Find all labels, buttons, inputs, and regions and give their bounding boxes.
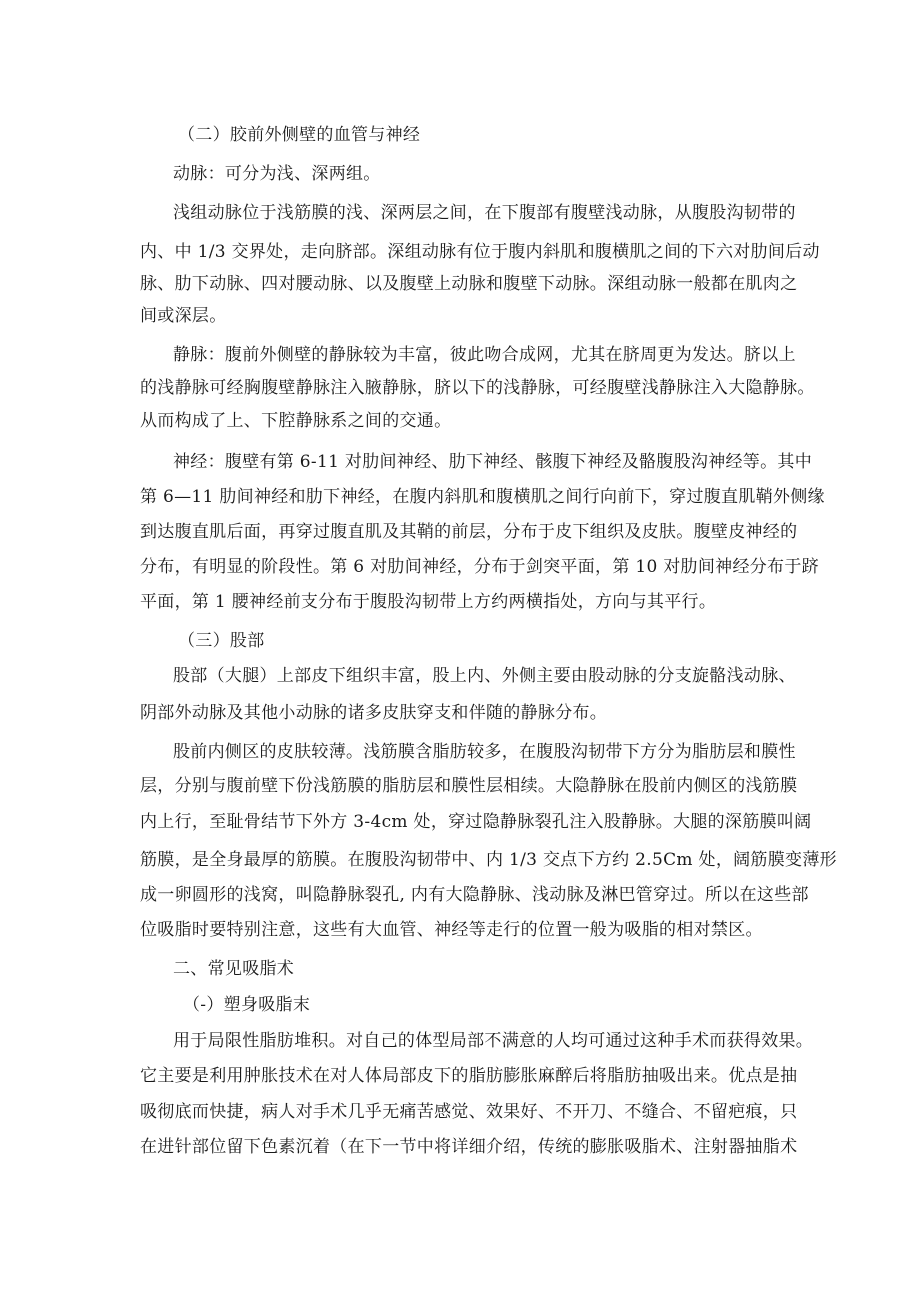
thigh-para1-line: 阴部外动脉及其他小动脉的诸多皮肤穿支和伴随的静脉分布。 xyxy=(140,703,608,723)
thigh-para2-line: 筋膜，是全身最厚的筋膜。在腹股沟韧带中、内 1/3 交点下方约 2.5Cm 处，阔筋膜变薄形 xyxy=(140,850,837,870)
nerves-line: 分布，有明显的阶段性。第 6 对肋间神经，分布于剑突平面，第 10 对肋间神经分布于跻 xyxy=(140,557,819,577)
veins-line: 的浅静脉可经胸腹壁静脉注入腋静脉，脐以下的浅静脉，可经腹壁浅静脉注入大隐静脉。 xyxy=(140,378,815,398)
nerves-line: 神经：腹壁有第 6-11 对肋间神经、肋下神经、骸腹下神经及骼腹股沟神经等。其中 xyxy=(173,452,812,472)
thigh-para2-line: 成一卵圆形的浅窝，叫隐静脉裂孔, 内有大隐静脉、浅动脉及淋巴管穿过。所以在这些部 xyxy=(140,885,809,905)
sculpt-para-line: 吸彻底而快捷，病人对手术几乎无痛苦感觉、效果好、不开刀、不缝合、不留疤痕，只 xyxy=(140,1102,798,1122)
thigh-para1-line: 股部（大腿）上部皮下组织丰富，股上内、外侧主要由股动脉的分支旋骼浅动脉、 xyxy=(173,666,796,686)
arteries-line: 间或深层。 xyxy=(140,306,227,326)
arteries-line: 内、中 1/3 交界处，走向脐部。深组动脉有位于腹内斜肌和腹横肌之间的下六对肋间后动 xyxy=(140,242,820,262)
thigh-para2-line: 位吸脂时要特别注意，这些有大血管、神经等走行的位置一般为吸脂的相对禁区。 xyxy=(140,920,763,940)
nerves-line: 到达腹直肌后面，再穿过腹直肌及其鞘的前层，分布于皮下组织及皮肤。腹壁皮神经的 xyxy=(140,522,798,542)
arteries-line: 脉、肋下动脉、四对腰动脉、以及腹壁上动脉和腹壁下动脉。深组动脉一般都在肌肉之 xyxy=(140,274,798,294)
thigh-para2-line: 股前内侧区的皮肤较薄。浅筋膜含脂肪较多，在腹股沟韧带下方分为脂肪层和膜性 xyxy=(173,742,796,762)
subsection-heading-body-sculpt: （-）塑身吸脂末 xyxy=(183,995,311,1015)
section-heading-thigh: （三）股部 xyxy=(178,631,265,651)
section-heading-vessels-nerves: （二）胶前外侧壁的血管与神经 xyxy=(178,125,421,145)
sculpt-para-line: 在进针部位留下色素沉着（在下一节中将详细介绍，传统的膨胀吸脂术、注射器抽脂术 xyxy=(140,1137,798,1157)
section-heading-common-liposuction: 二、常见吸脂术 xyxy=(173,959,295,979)
thigh-para2-line: 内上行，至耻骨结节下外方 3-4cm 处，穿过隐静脉裂孔注入股静脉。大腿的深筋膜叫阔 xyxy=(140,812,812,832)
arteries-intro: 动脉：可分为浅、深两组。 xyxy=(173,164,381,184)
arteries-line: 浅组动脉位于浅筋膜的浅、深两层之间，在下腹部有腹壁浅动脉，从腹股沟韧带的 xyxy=(173,203,796,223)
veins-line: 从而构成了上、下腔静脉系之间的交通。 xyxy=(140,411,452,431)
thigh-para2-line: 层，分别与腹前壁下份浅筋膜的脂肪层和膜性层相续。大隐静脉在股前内侧区的浅筋膜 xyxy=(140,776,798,796)
sculpt-para-line: 用于局限性脂肪堆积。对自己的体型局部不满意的人均可通过这种手术而获得效果。 xyxy=(173,1031,814,1051)
nerves-line: 平面，第 1 腰神经前支分布于腹股沟韧带上方约两横指处，方向与其平行。 xyxy=(140,592,717,612)
nerves-line: 第 6—11 肋间神经和肋下神经，在腹内斜肌和腹横肌之间行向前下，穿过腹直肌鞘外侧缘 xyxy=(140,487,825,507)
sculpt-para-line: 它主要是利用肿胀技术在对人体局部皮下的脂肪膨胀麻醉后将脂肪抽吸出来。优点是抽 xyxy=(140,1066,798,1086)
veins-line: 静脉：腹前外侧壁的静脉较为丰富，彼此吻合成网，尤其在脐周更为发达。脐以上 xyxy=(173,345,796,365)
